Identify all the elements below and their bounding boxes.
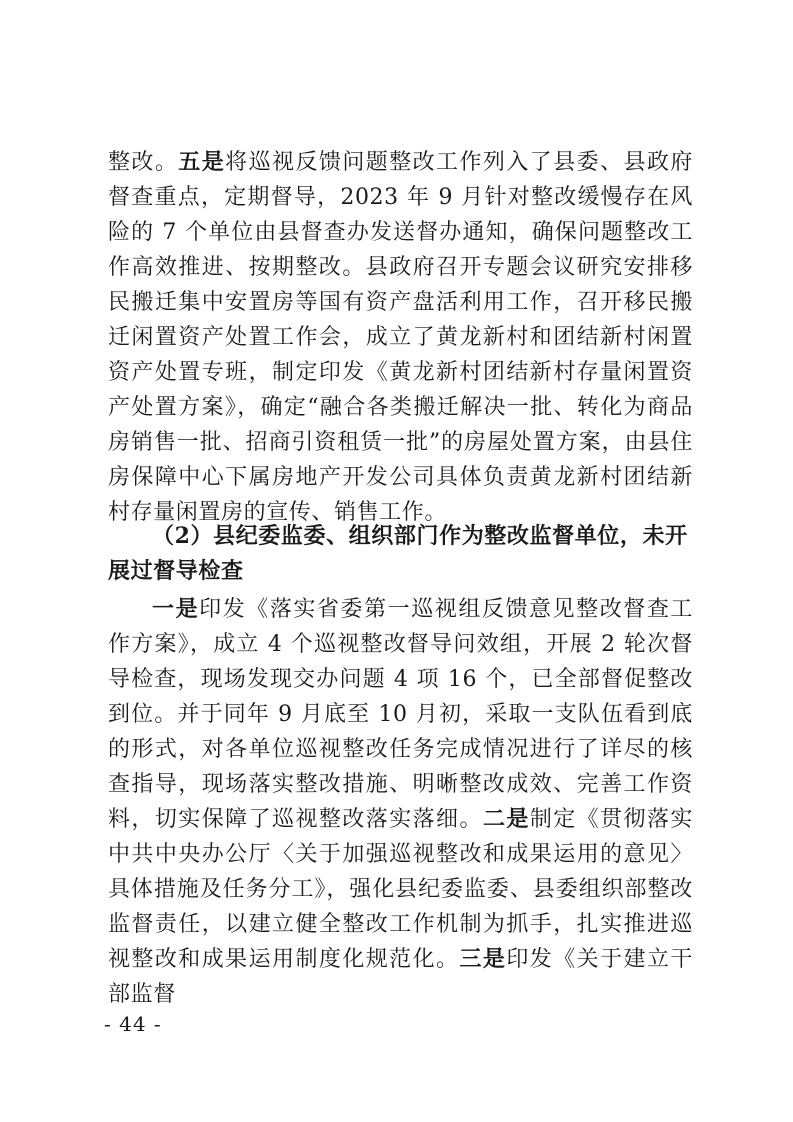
paragraph-supervision	[108, 592, 693, 1012]
section-heading: （2）县纪委监委、组织部门作为整改监督单位，未开展过督导检查	[108, 523, 688, 584]
item-label-2: 二是	[482, 806, 530, 832]
page-number: - 44 -	[104, 1012, 162, 1036]
paragraph-continued	[108, 145, 693, 530]
item-text-2: 制定《贯彻落实中共中央办公厅〈关于加强巡视整改和成果运用的意见〉具体措施及任务分工》，强化县纪委监委、县委组织部整改监督责任，以建立健全整改工作机制为抓手，扎实推进巡视整改和成果运用制度化规范化。	[108, 807, 694, 972]
item-label-1: 一是	[152, 596, 200, 622]
item-label-5: 五是	[178, 149, 226, 175]
item-label-3: 三是	[459, 946, 507, 972]
paragraph-lead: 整改。	[108, 150, 179, 175]
item-text-3: 印发《关于建立干部监督	[108, 947, 693, 1007]
item-text-1: 印发《落实省委第一巡视组反馈意见整改督查工作方案》，成立 4 个巡视整改督导问效组，开展 2 轮次督导检查，现场发现交办问题 4 项 16 个，已全部督促整改到位。并于同年 9 月底至 10 月初，采取一支队伍看到底的形式，对各单位巡视整改任务完成情况进行了详尽的核查指导，现场落实整改措施、明晰整改成效、完善工作资料，切实保障了巡视整改落实落细。	[108, 597, 694, 832]
item-text-5: 将巡视反馈问题整改工作列入了县委、县政府督查重点，定期督导，2023 年 9 月针对整改缓慢存在风险的 7 个单位由县督查办发送督办通知，确保问题整改工作高效推进、按期整改。县政府召开专题会议研究安排移民搬迁集中安置房等国有资产盘活利用工作，召开移民搬迁闲置资产处置工作会，成立了黄龙新村和团结新村闲置资产处置专班，制定印发《黄龙新村团结新村存量闲置资产处置方案》，确定“融合各类搬迁解决一批、转化为商品房销售一批、招商引资租赁一批”的房屋处置方案，由县住房保障中心下属房地产开发公司具体负责黄龙新村团结新村存量闲置房的宣传、销售工作。	[108, 150, 693, 525]
